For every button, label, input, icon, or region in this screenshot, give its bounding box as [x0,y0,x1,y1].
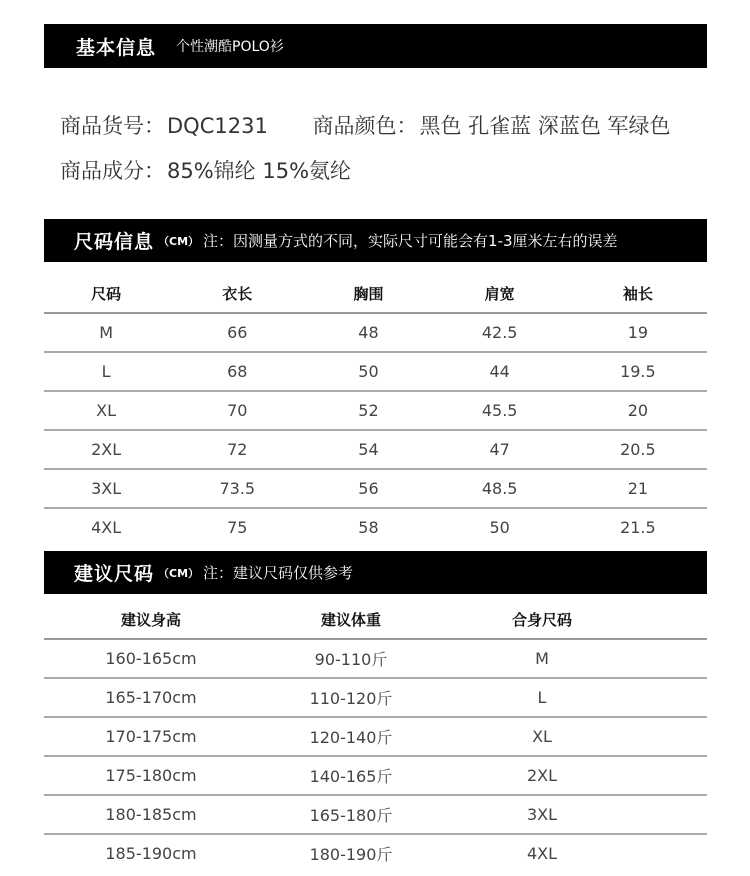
table-cell: 73.5 [168,469,306,508]
size-table-header-row [44,274,707,313]
color-label: 商品颜色： [312,114,418,138]
chest-col-header: 胸围 [306,274,430,313]
spacer-cell [640,678,707,717]
table-cell: 160-165cm [44,639,258,678]
table-cell: 180-185cm [44,795,258,834]
table-cell: 56 [306,469,430,508]
table-cell: 170-175cm [44,717,258,756]
info-row-sku-color [60,110,671,140]
recommend-title: 建议尺码 [74,563,155,585]
table-cell: 21 [569,469,707,508]
sku-value: DQC1231 [167,114,268,138]
fit-size-col-header: 合身尺码 [444,600,640,639]
table-cell: M [444,639,640,678]
table-cell: 180-190斤 [309,845,393,864]
table-cell: 175-180cm [44,756,258,795]
table-cell: 48.5 [431,469,569,508]
table-cell: 58 [358,518,379,537]
info-row-material [60,155,351,185]
recommend-table [44,600,707,872]
table-row [44,717,707,756]
sleeve-col-header: 袖长 [569,274,707,313]
spacer-cell [640,756,707,795]
table-row [44,313,707,352]
table-cell: M [44,313,168,352]
basic-info-header [44,24,707,68]
table-cell: 3XL [444,795,640,834]
table-cell: 42.5 [431,313,569,352]
table-cell: 185-190cm [105,844,197,863]
size-col-header: 尺码 [44,274,168,313]
table-cell: 52 [306,391,430,430]
size-table [44,274,707,546]
table-row [44,678,707,717]
size-info-unit: （CM） [158,234,200,248]
table-cell: 54 [306,430,430,469]
recommend-table-header-row [44,600,707,639]
table-cell: XL [444,717,640,756]
table-row [44,469,707,508]
table-cell: 19 [569,313,707,352]
length-col-header: 衣长 [168,274,306,313]
table-cell: 20 [569,391,707,430]
table-cell: 165-180斤 [258,795,444,834]
table-cell: 110-120斤 [258,678,444,717]
size-info-title: 尺码信息 [74,231,155,253]
spacer-cell [640,600,707,639]
spacer-cell [640,717,707,756]
spacer-cell [640,795,707,834]
table-cell: 2XL [44,430,168,469]
product-subtitle: 个性潮酷POLO衫 [176,39,284,55]
table-cell: 140-165斤 [258,756,444,795]
table-cell: 45.5 [431,391,569,430]
color-value: 黑色 孔雀蓝 深蓝色 军绿色 [419,114,671,138]
table-cell: 47 [431,430,569,469]
size-info-header [44,219,707,262]
material-value: 85%锦纶 15%氨纶 [167,159,352,183]
table-cell: 19.5 [569,352,707,391]
table-cell: 21.5 [620,518,656,537]
weight-col-header: 建议体重 [258,600,444,639]
table-cell: 70 [168,391,306,430]
height-col-header: 建议身高 [44,600,258,639]
table-cell: 75 [227,518,248,537]
table-cell: L [444,678,640,717]
spacer-cell [640,834,707,872]
table-cell: 20.5 [569,430,707,469]
table-row [44,508,707,546]
spacer-cell [640,639,707,678]
table-row [44,639,707,678]
material-label: 商品成分： [60,159,165,183]
shoulder-col-header: 肩宽 [431,274,569,313]
table-cell: 2XL [444,756,640,795]
table-cell: 68 [168,352,306,391]
table-cell: 3XL [44,469,168,508]
table-cell: 50 [306,352,430,391]
table-cell: 50 [489,518,510,537]
table-cell: 44 [431,352,569,391]
table-row [44,795,707,834]
table-row [44,391,707,430]
table-cell: XL [44,391,168,430]
table-cell: 165-170cm [44,678,258,717]
table-cell: L [44,352,168,391]
recommend-note: 注：建议尺码仅供参考 [203,564,354,582]
table-cell: 90-110斤 [258,639,444,678]
table-row [44,430,707,469]
sku-label: 商品货号： [60,114,165,138]
table-cell: 4XL [91,518,122,537]
table-cell: 66 [168,313,306,352]
table-cell: 120-140斤 [258,717,444,756]
basic-info-title: 基本信息 [76,36,157,59]
table-cell: 72 [168,430,306,469]
recommend-unit: （CM） [158,566,200,580]
recommend-header [44,551,707,594]
table-row [44,834,707,872]
size-info-note: 注：因测量方式的不同，实际尺寸可能会有1-3厘米左右的误差 [203,232,618,250]
table-cell: 4XL [526,844,558,863]
table-row [44,756,707,795]
table-row [44,352,707,391]
table-cell: 48 [306,313,430,352]
